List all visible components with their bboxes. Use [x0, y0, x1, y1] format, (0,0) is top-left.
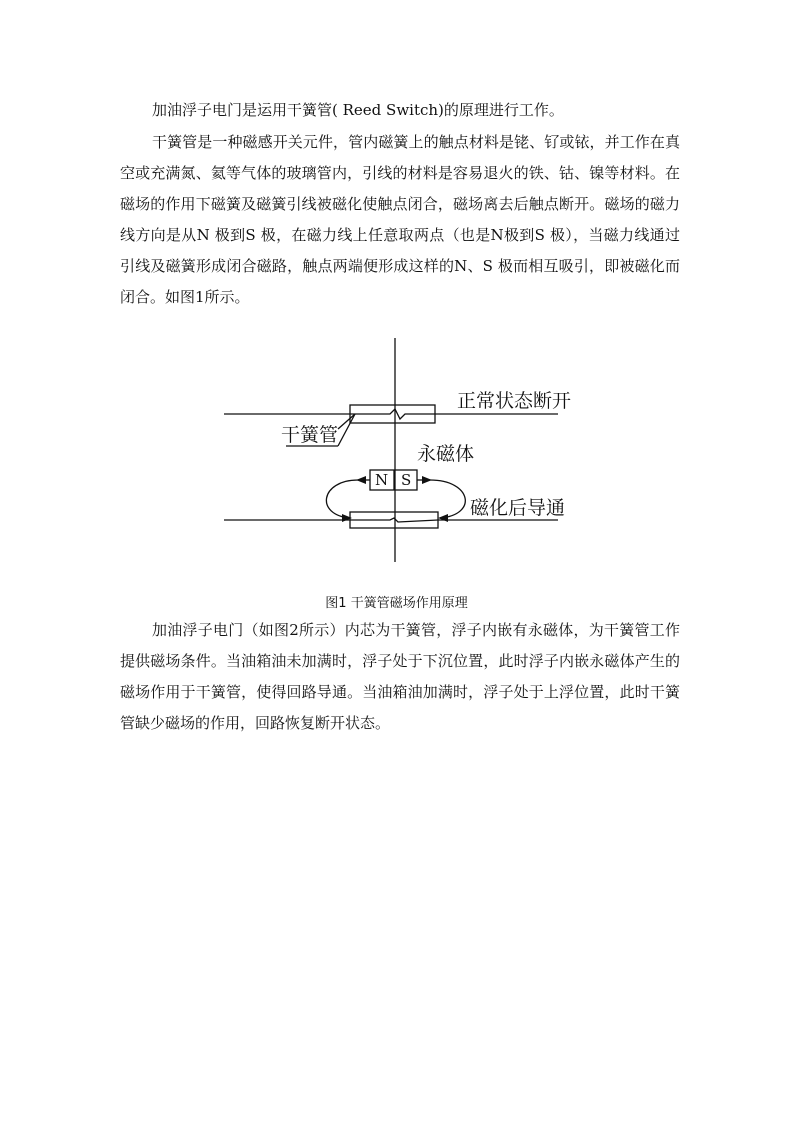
reed-label-leader	[338, 414, 355, 429]
paragraph-float-switch: 加油浮子电门（如图2所示）内芯为干簧管，浮子内嵌有永磁体，为干簧管工作提供磁场条件。当油箱油未加满时，浮子处于下沉位置，此时浮子内嵌永磁体产生的磁场作用于干簧管，使得回路导通。当油箱油加满时，浮子处于上浮位置，此时干簧管缺少磁场的作用，回路恢复断开状态。	[120, 621, 680, 732]
top-reed-contacts-open	[350, 409, 435, 419]
diagram-svg	[210, 330, 610, 570]
magnet-pole-s: S	[401, 471, 412, 489]
paragraph-intro: 加油浮子电门是运用干簧管( Reed Switch)的原理进行工作。	[152, 101, 564, 119]
figure-caption: 图1 干簧管磁场作用原理	[325, 596, 468, 611]
flux-arrow-right-bottom	[438, 514, 448, 522]
figure-reed-switch-diagram	[210, 330, 610, 570]
magnet-pole-n: N	[375, 471, 389, 489]
flux-arrow-left	[356, 476, 366, 484]
paragraph-reed-switch-principle: 干簧管是一种磁感开关元件，管内磁簧上的触点材料是铑、钌或铱，并工作在真空或充满氮、氦等气体的玻璃管内，引线的材料是容易退火的铁、钴、镍等材料。在磁场的作用下磁簧及磁簧引线被磁化使触点闭合，磁场离去后触点断开。磁场的磁力线方向是从N 极到S 极，在磁力线上任意取两点（也是N极到S 极），当磁力线通过引线及磁簧形成闭合磁路，触点两端便形成这样的N、S 极而相互吸引，即被磁化而闭合。如图1所示。	[120, 133, 680, 306]
flux-arrow-right	[422, 476, 432, 484]
label-magnetized-on: 磁化后导通	[470, 497, 566, 519]
label-reed-switch: 干簧管	[281, 424, 339, 446]
label-normal-open: 正常状态断开	[457, 390, 572, 412]
label-permanent-magnet: 永磁体	[417, 443, 475, 465]
bottom-reed-contacts-closed	[350, 518, 438, 522]
